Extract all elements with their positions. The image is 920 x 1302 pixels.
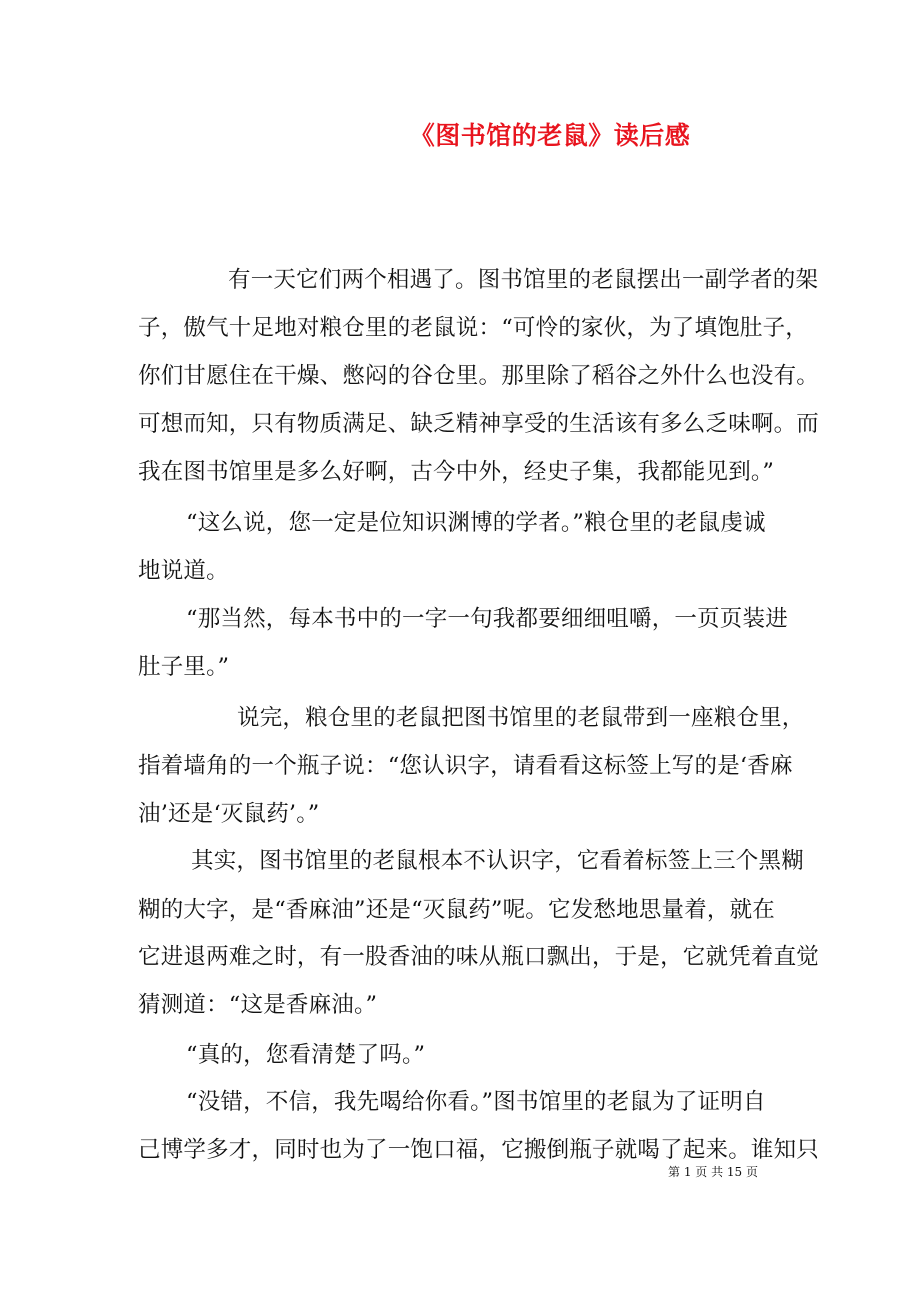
paragraph-line: 糊的大字，是“香麻油”还是“灭鼠药”呢。它发愁地思量着，就在 <box>138 897 776 923</box>
paragraph-line: “那当然，每本书中的一字一句我都要细细咀嚼，一页页装进 <box>186 606 788 632</box>
paragraph-line: 它进退两难之时，有一股香油的味从瓶口飘出，于是，它就凭着直觉 <box>138 944 820 970</box>
paragraph-line: “真的，您看清楚了吗。” <box>186 1042 426 1068</box>
paragraph-line: 你们甘愿住在干燥、憋闷的谷仓里。那里除了稻谷之外什么也没有。 <box>138 363 820 389</box>
paragraph-line: 己博学多才，同时也为了一饱口福，它搬倒瓶子就喝了起来。谁知只 <box>138 1137 820 1163</box>
paragraph-line: 油’还是‘灭鼠药’。” <box>138 801 320 827</box>
paragraph-line: 说完，粮仓里的老鼠把图书馆里的老鼠带到一座粮仓里， <box>237 705 805 731</box>
paragraph-line: 有一天它们两个相遇了。图书馆里的老鼠摆出一副学者的架 <box>228 267 819 293</box>
paragraph-line: “这么说，您一定是位知识渊博的学者。”粮仓里的老鼠虔诚 <box>186 510 766 536</box>
paragraph-line: 指着墙角的一个瓶子说：“您认识字，请看看这标签上写的是‘香麻 <box>138 753 793 779</box>
paragraph-line: 可想而知，只有物质满足、缺乏精神享受的生活该有多么乏味啊。而 <box>138 411 820 437</box>
paragraph-line: 我在图书馆里是多么好啊，古今中外，经史子集，我都能见到。” <box>138 459 775 485</box>
page-number-footer: 第 1 页 共 15 页 <box>668 1165 758 1179</box>
paragraph-line: 猜测道：“这是香麻油。” <box>138 992 378 1018</box>
paragraph-line: “没错，不信，我先喝给你看。”图书馆里的老鼠为了证明自 <box>186 1089 766 1115</box>
paragraph-line: 其实，图书馆里的老鼠根本不认识字，它看着标签上三个黑糊 <box>191 848 804 874</box>
document-title: 《图书馆的老鼠》读后感 <box>409 121 691 150</box>
paragraph-line: 肚子里。” <box>138 654 230 680</box>
paragraph-line: 子，傲气十足地对粮仓里的老鼠说：“可怜的家伙，为了填饱肚子， <box>138 315 809 341</box>
paragraph-line: 地说道。 <box>138 558 229 584</box>
